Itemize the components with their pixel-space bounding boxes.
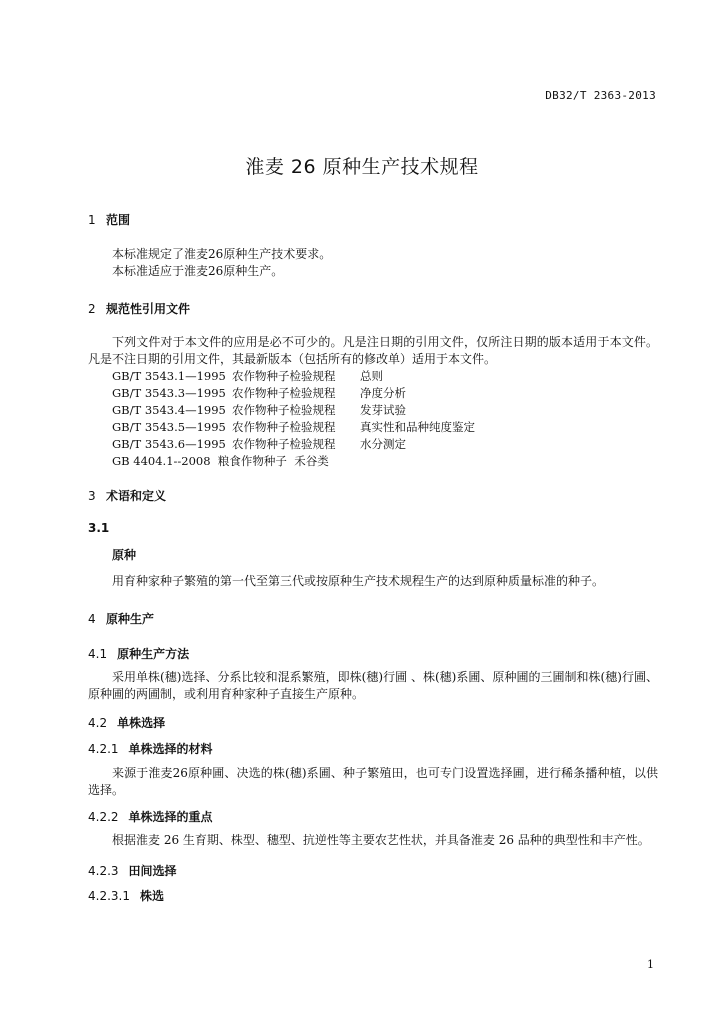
reference-item bbox=[112, 419, 475, 436]
subsection-number: 4.2.2 bbox=[88, 810, 119, 824]
reference-item: GB 4404.1--2008 粮食作物种子 禾谷类 bbox=[112, 454, 329, 468]
reference-item bbox=[112, 402, 475, 419]
section-title: 范围 bbox=[106, 213, 131, 227]
section-3-heading bbox=[88, 487, 166, 504]
reference-name: 农作物种子检验规程 bbox=[232, 437, 336, 451]
section-4-heading bbox=[88, 610, 154, 627]
reference-code: GB/T 3543.3—1995 bbox=[112, 386, 226, 400]
subsection-title: 单株选择的重点 bbox=[128, 810, 213, 824]
reference-name: 农作物种子检验规程 bbox=[232, 386, 336, 400]
reference-item bbox=[112, 385, 475, 402]
subsection-4-2-heading bbox=[88, 714, 165, 731]
reference-part: 总则 bbox=[360, 369, 383, 383]
page-number: 1 bbox=[647, 958, 654, 971]
document-title: 淮麦 26 原种生产技术规程 bbox=[245, 156, 479, 178]
subsection-title: 单株选择 bbox=[117, 716, 166, 730]
section-number: 4 bbox=[88, 612, 96, 626]
reference-name: 农作物种子检验规程 bbox=[232, 369, 336, 383]
section-title: 原种生产 bbox=[106, 612, 155, 626]
subsection-title: 田间选择 bbox=[128, 864, 177, 878]
subsection-title: 单株选择的材料 bbox=[128, 742, 213, 756]
term-heading: 原种 bbox=[112, 548, 137, 562]
scope-line-2: 本标准适应于淮麦26原种生产。 bbox=[112, 264, 284, 278]
subsection-title: 原种生产方法 bbox=[117, 647, 190, 661]
reference-code: GB/T 3543.1—1995 bbox=[112, 369, 226, 383]
subsection-number: 4.2 bbox=[88, 716, 108, 730]
subsection-4-2-3-1-heading bbox=[88, 887, 164, 904]
reference-name: 农作物种子检验规程 bbox=[232, 403, 336, 417]
reference-code: GB/T 3543.4—1995 bbox=[112, 403, 226, 417]
reference-code: GB/T 3543.6—1995 bbox=[112, 437, 226, 451]
normative-references-paragraph: 下列文件对于本文件的应用是必不可少的。凡是注日期的引用文件，仅所注日期的版本适用于本文件。凡是不注日期的引用文件，其最新版本（包括所有的修改单）适用于本文件。 bbox=[88, 335, 658, 366]
selection-focus-paragraph: 根据淮麦 26 生育期、株型、穗型、抗逆性等主要农艺性状，并具备淮麦 26 品种的典型性和丰产性。 bbox=[112, 833, 650, 847]
subsection-3-1-number: 3.1 bbox=[88, 521, 110, 535]
subsection-4-2-3-heading bbox=[88, 862, 177, 879]
section-2-heading bbox=[88, 300, 190, 317]
reference-name: 农作物种子检验规程 bbox=[232, 420, 336, 434]
section-title: 规范性引用文件 bbox=[106, 302, 191, 316]
reference-part: 净度分析 bbox=[360, 386, 406, 400]
section-number: 2 bbox=[88, 302, 96, 316]
subsection-title: 株选 bbox=[139, 889, 164, 903]
reference-item bbox=[112, 368, 475, 385]
reference-code: GB/T 3543.5—1995 bbox=[112, 420, 226, 434]
section-number: 1 bbox=[88, 213, 96, 227]
standard-code: DB32/T 2363-2013 bbox=[545, 89, 656, 102]
term-definition: 用育种家种子繁殖的第一代至第三代或按原种生产技术规程生产的达到原种质量标准的种子。 bbox=[112, 574, 605, 588]
scope-line-1: 本标准规定了淮麦26原种生产技术要求。 bbox=[112, 247, 332, 261]
method-paragraph: 采用单株(穗)选择、分系比较和混系繁殖，即株(穗)行圃 、株(穗)系圃、原种圃的三圃制和株(穗)行圃、原种圃的两圃制，或利用育种家种子直接生产原种。 bbox=[88, 670, 658, 701]
subsection-number: 4.2.3 bbox=[88, 864, 119, 878]
reference-item bbox=[112, 436, 475, 453]
subsection-4-2-1-heading bbox=[88, 740, 213, 757]
section-title: 术语和定义 bbox=[106, 489, 167, 503]
reference-part: 发芽试验 bbox=[360, 403, 406, 417]
section-1-heading bbox=[88, 211, 130, 228]
reference-part: 水分测定 bbox=[360, 437, 406, 451]
selection-material-paragraph: 来源于淮麦26原种圃、决选的株(穗)系圃、种子繁殖田，也可专门设置选择圃，进行稀条播种植，以供选择。 bbox=[88, 766, 658, 797]
subsection-number: 4.2.1 bbox=[88, 742, 119, 756]
subsection-4-1-heading bbox=[88, 645, 189, 662]
subsection-number: 4.1 bbox=[88, 647, 108, 661]
reference-part: 真实性和品种纯度鉴定 bbox=[360, 420, 475, 434]
subsection-4-2-2-heading bbox=[88, 808, 213, 825]
reference-list bbox=[112, 368, 475, 470]
section-number: 3 bbox=[88, 489, 96, 503]
subsection-number: 4.2.3.1 bbox=[88, 889, 130, 903]
